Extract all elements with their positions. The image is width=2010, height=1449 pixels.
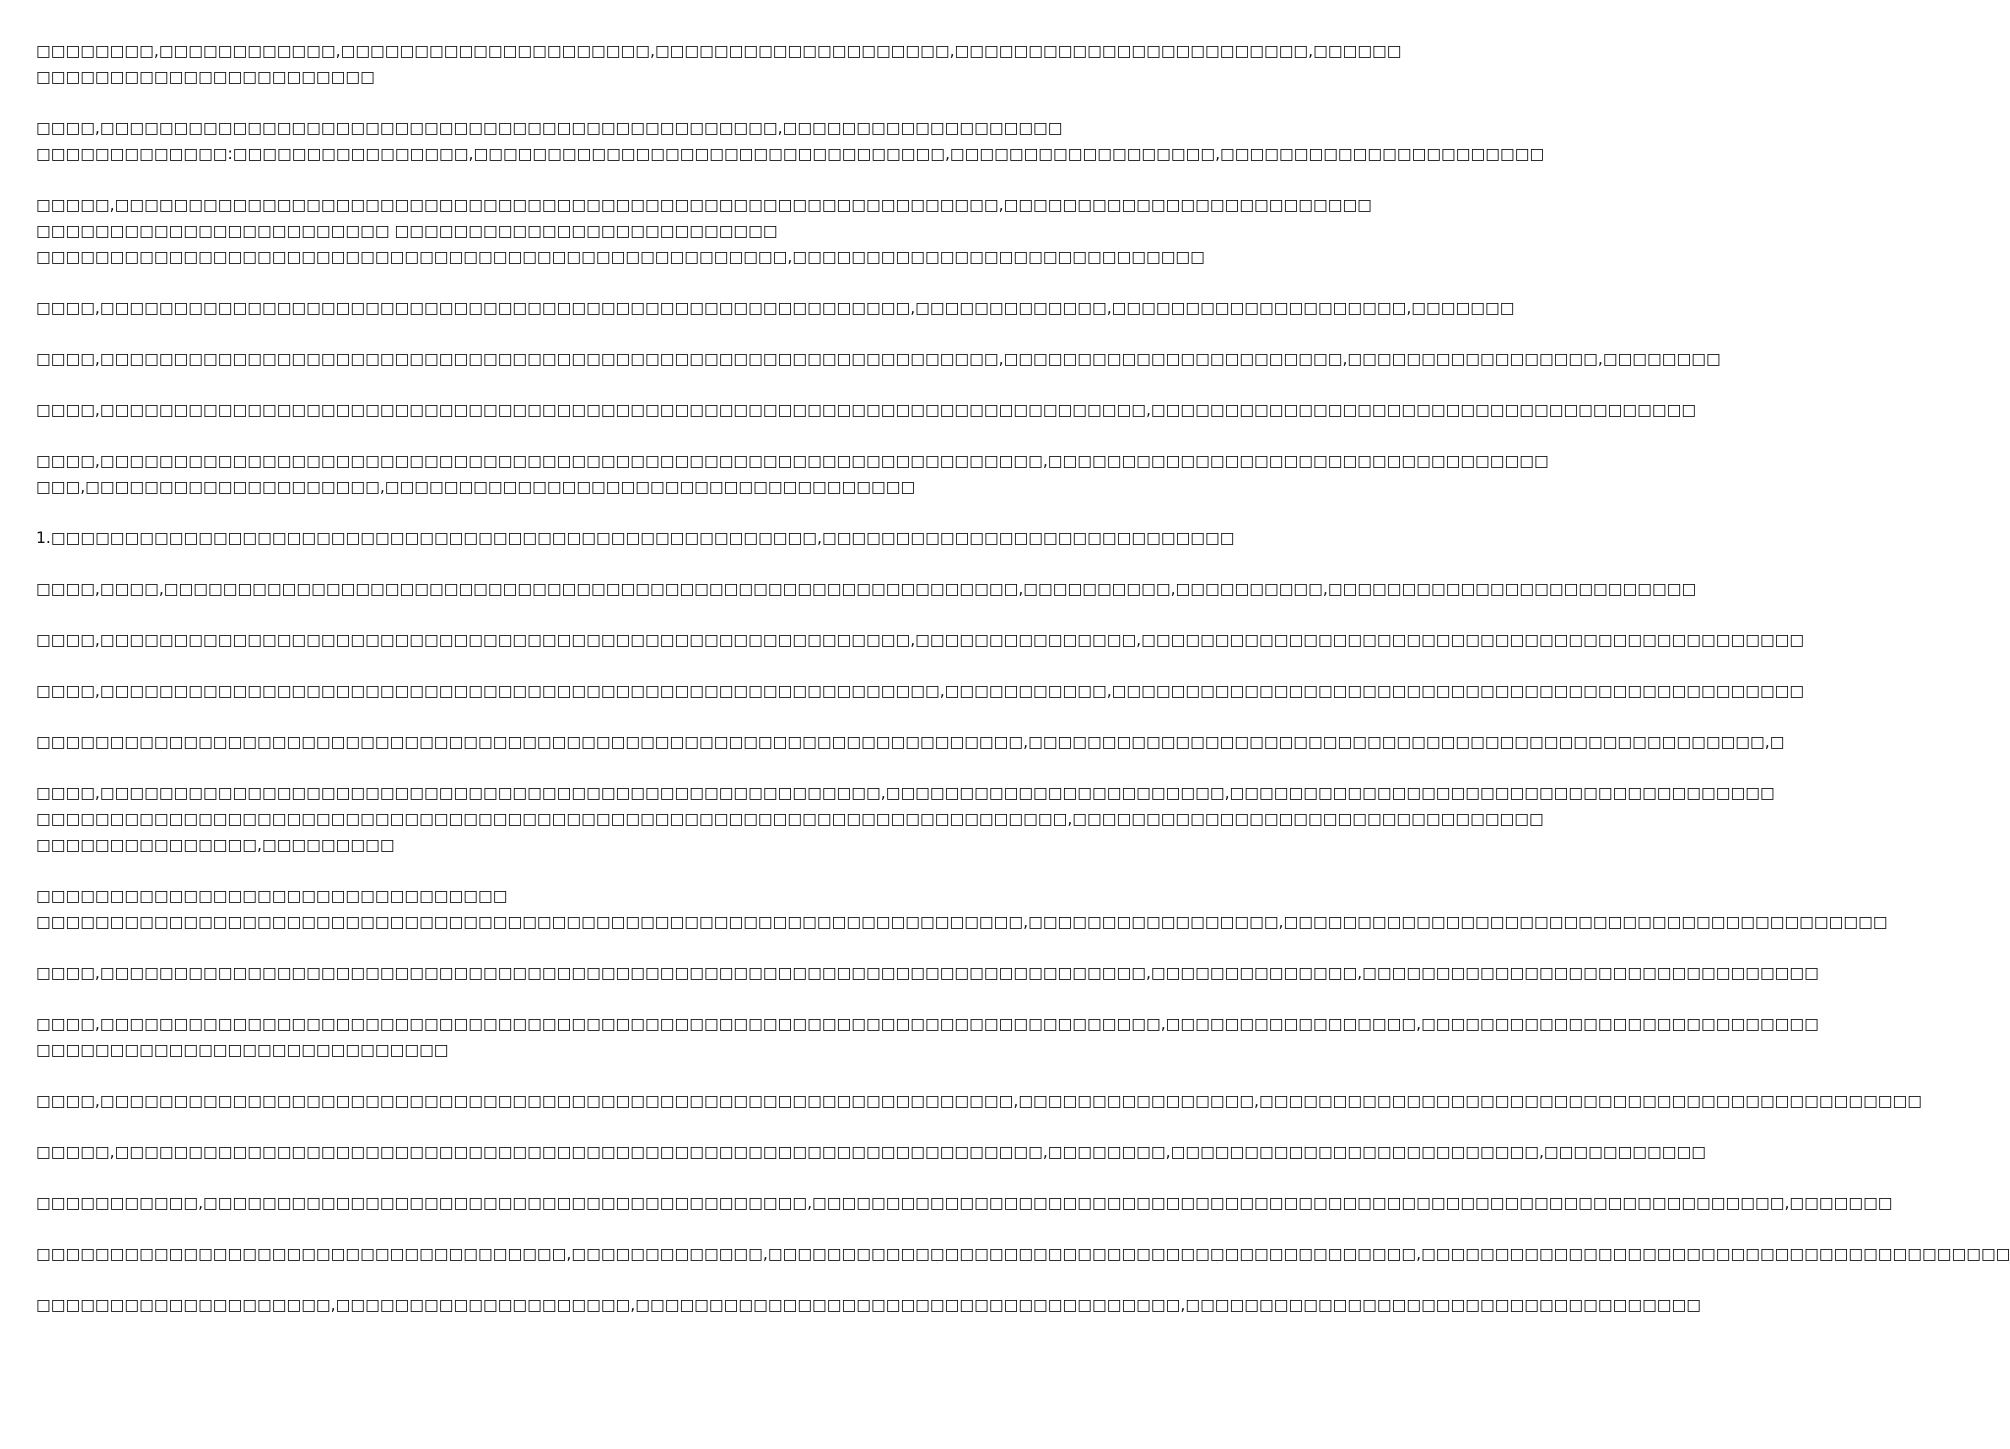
paragraph <box>36 960 1819 986</box>
text-line: □□□□□□□□□□□□□□□□□□□□□□□□□□□□□□□□□□□□□□□□□□□□□□□□□□□□□□□□□□□□□□□□□□□,□□□□□□□□□□□□□□□□□,□□□□□□□□□□□□□□□□□□□□□□□□□□□□□□□□□□□□□□□□□ <box>36 913 1888 931</box>
paragraph <box>36 295 1515 321</box>
text-line: □□□□□□□□□□□,□□□□□□□□□□□□□□□□□□□□□□□□□□□□□□□□□□□□□□□□□,□□□□□□□□□□□□□□□□□□□□□□□□□□□□□□□□□□□□□□□□□□□□□□□□□□□□□□□□□□□□□□□□□□,□□□□□□□ <box>36 1194 1893 1212</box>
text-line: □□□□□□□□□□□□□□□□□□□□□□□□ □□□□□□□□□□□□□□□□□□□□□□□□□□ <box>36 222 778 240</box>
paragraph <box>36 678 1805 704</box>
text-line: □□□□□□□□□□□□□:□□□□□□□□□□□□□□□□,□□□□□□□□□□□□□□□□□□□□□□□□□□□□□□□□,□□□□□□□□□□□□□□□□□□,□□□□□□□□□□□□□□□□□□□□□□ <box>36 145 1545 163</box>
text-line: □□□□,□□□□□□□□□□□□□□□□□□□□□□□□□□□□□□□□□□□□□□□□□□□□□□□□□□□□□□□□□□□□□□□□□□□□□□□,□□□□□□□□□□□□□□□□□□□□□□□□□□□□□□□□□□□□□ <box>36 401 1697 419</box>
paragraph <box>36 1088 1923 1114</box>
text-line: □□□□,□□□□□□□□□□□□□□□□□□□□□□□□□□□□□□□□□□□□□□□□□□□□□□□□□□□□□□□□□□□□□□□□□□□□□□□□,□□□□□□□□□□□□□□□□□,□□□□□□□□□□□□□□□□□□□□□□□□□□□ <box>36 1015 1819 1033</box>
text-line: □□□□□□□□□□□□□□□□□□□□□□□□□□□□□□□□ <box>36 887 508 905</box>
paragraph <box>36 1139 1706 1165</box>
text-line: □□□□,□□□□□□□□□□□□□□□□□□□□□□□□□□□□□□□□□□□□□□□□□□□□□□□□□□□□□□□□□□□□□,□□□□□□□□□□□□□□□□□□□□□□□,□□□□□□□□□□□□□□□□□,□□□□□□□□ <box>36 350 1721 368</box>
text-line: □□□□,□□□□,□□□□□□□□□□□□□□□□□□□□□□□□□□□□□□□□□□□□□□□□□□□□□□□□□□□□□□□□□□,□□□□□□□□□□,□□□□□□□□□□,□□□□□□□□□□□□□□□□□□□□□□□□□ <box>36 580 1697 598</box>
text-line: □□□□,□□□□□□□□□□□□□□□□□□□□□□□□□□□□□□□□□□□□□□□□□□□□□□□□□□□□□□□,□□□□□□□□□□□□□□□,□□□□□□□□□□□□□□□□□□□□□□□□□□□□□□□□□□□□□□□□□□□□□ <box>36 631 1805 649</box>
text-line: □□□□,□□□□□□□□□□□□□□□□□□□□□□□□□□□□□□□□□□□□□□□□□□□□□□□□□□□□□□□□□□□□□□□□,□□□□□□□□□□□□□□□□□□□□□□□□□□□□□□□□□□ <box>36 452 1549 470</box>
text-line: □□□□□□□□□□□□□□□□□□□□□□□□□□□□□□□□□□□□□□□□□□□□□□□□□□□□□□□□□□□□□□□□□□□,□□□□□□□□□□□□□□□□□□□□□□□□□□□□□□□□□□□□□□□□□□□□□□□□□□,□ <box>36 733 1785 751</box>
text-line: 1.□□□□□□□□□□□□□□□□□□□□□□□□□□□□□□□□□□□□□□□□□□□□□□□□□□□□,□□□□□□□□□□□□□□□□□□□□□□□□□□□□ <box>36 529 1235 547</box>
text-line: □□□□,□□□□□□□□□□□□□□□□□□□□□□□□□□□□□□□□□□□□□□□□□□□□□□□□□□□□□□□,□□□□□□□□□□□□□,□□□□□□□□□□□□□□□□□□□□,□□□□□□□ <box>36 299 1515 317</box>
paragraph <box>36 346 1721 372</box>
paragraph <box>36 448 1549 500</box>
text-line: □□□□,□□□□□□□□□□□□□□□□□□□□□□□□□□□□□□□□□□□□□□□□□□□□□□□□□□□□□□□□□□□□□□□□□□□□□□□,□□□□□□□□□□□□□□,□□□□□□□□□□□□□□□□□□□□□□□□□□□□□□□ <box>36 964 1819 982</box>
paragraph <box>36 1011 1819 1063</box>
text-line: □□□□,□□□□□□□□□□□□□□□□□□□□□□□□□□□□□□□□□□□□□□□□□□□□□□□□□□□□□□□□□,□□□□□□□□□□□,□□□□□□□□□□□□□□□□□□□□□□□□□□□□□□□□□□□□□□□□□□□□□□□ <box>36 682 1805 700</box>
text-line: □□□□□□□□□□□□□□□□□□□□□□□□□□□□□□□□□□□□□□□□□□□□□□□□□□□,□□□□□□□□□□□□□□□□□□□□□□□□□□□□ <box>36 248 1205 266</box>
text-line: □□□□,□□□□□□□□□□□□□□□□□□□□□□□□□□□□□□□□□□□□□□□□□□□□□□□□□□□□□□□□□□□□□□,□□□□□□□□□□□□□□□□,□□□□□□□□□□□□□□□□□□□□□□□□□□□□□□□□□□□□□□□□□□□□□ <box>36 1092 1923 1110</box>
paragraph <box>36 192 1372 270</box>
paragraph <box>36 729 1785 755</box>
paragraph <box>36 1241 2010 1267</box>
paragraph <box>36 38 1402 90</box>
paragraph <box>36 397 1697 423</box>
text-line: □□□□,□□□□□□□□□□□□□□□□□□□□□□□□□□□□□□□□□□□□□□□□□□□□□□□□□□□□□,□□□□□□□□□□□□□□□□□□□□□□□,□□□□□□□□□□□□□□□□□□□□□□□□□□□□□□□□□□□□□ <box>36 784 1775 802</box>
paragraph <box>36 883 1888 935</box>
paragraph <box>36 576 1697 602</box>
text-line: □□□,□□□□□□□□□□□□□□□□□□□□,□□□□□□□□□□□□□□□□□□□□□□□□□□□□□□□□□□□□ <box>36 478 916 496</box>
paragraph <box>36 115 1545 167</box>
text-line: □□□□□□□□□□□□□□□□□□□□□□□□□□□□□□□□□□□□,□□□□□□□□□□□□□,□□□□□□□□□□□□□□□□□□□□□□□□□□□□□□□□□□□□□□□□□□□□,□□□□□□□□□□□□□□□□□□□□□□□□□□□□□□□□□□□□□□□□ <box>36 1245 2010 1263</box>
paragraph <box>36 1292 1702 1318</box>
paragraph <box>36 1190 1893 1216</box>
text-line: □□□□□,□□□□□□□□□□□□□□□□□□□□□□□□□□□□□□□□□□□□□□□□□□□□□□□□□□□□□□□□□□□□□□□,□□□□□□□□,□□□□□□□□□□□□□□□□□□□□□□□□□,□□□□□□□□□□□ <box>36 1143 1706 1161</box>
text-line: □□□□□□□□□□□□□□□□□□□□□□□ <box>36 68 375 86</box>
paragraph <box>36 525 1235 551</box>
text-line: □□□□□□□□□□□□□□□□□□□□,□□□□□□□□□□□□□□□□□□□□,□□□□□□□□□□□□□□□□□□□□□□□□□□□□□□□□□□□□□,□□□□□□□□□□□□□□□□□□□□□□□□□□□□□□□□□□□ <box>36 1296 1702 1314</box>
paragraph <box>36 780 1775 858</box>
text-line: □□□□,□□□□□□□□□□□□□□□□□□□□□□□□□□□□□□□□□□□□□□□□□□□□□□,□□□□□□□□□□□□□□□□□□□ <box>36 119 1063 137</box>
text-line: □□□□□□□□□□□□□□□□□□□□□□□□□□□□ <box>36 1041 449 1059</box>
text-line: □□□□□,□□□□□□□□□□□□□□□□□□□□□□□□□□□□□□□□□□□□□□□□□□□□□□□□□□□□□□□□□□□□,□□□□□□□□□□□□□□□□□□□□□□□□□ <box>36 196 1372 214</box>
paragraph <box>36 627 1805 653</box>
text-line: □□□□□□□□□□□□□□□,□□□□□□□□□ <box>36 836 395 854</box>
text-line: □□□□□□□□,□□□□□□□□□□□□,□□□□□□□□□□□□□□□□□□□□□,□□□□□□□□□□□□□□□□□□□□,□□□□□□□□□□□□□□□□□□□□□□□□,□□□□□□ <box>36 42 1402 60</box>
text-line: □□□□□□□□□□□□□□□□□□□□□□□□□□□□□□□□□□□□□□□□□□□□□□□□□□□□□□□□□□□□□□□□□□□□□□,□□□□□□□□□□□□□□□□□□□□□□□□□□□□□□□□ <box>36 810 1544 828</box>
